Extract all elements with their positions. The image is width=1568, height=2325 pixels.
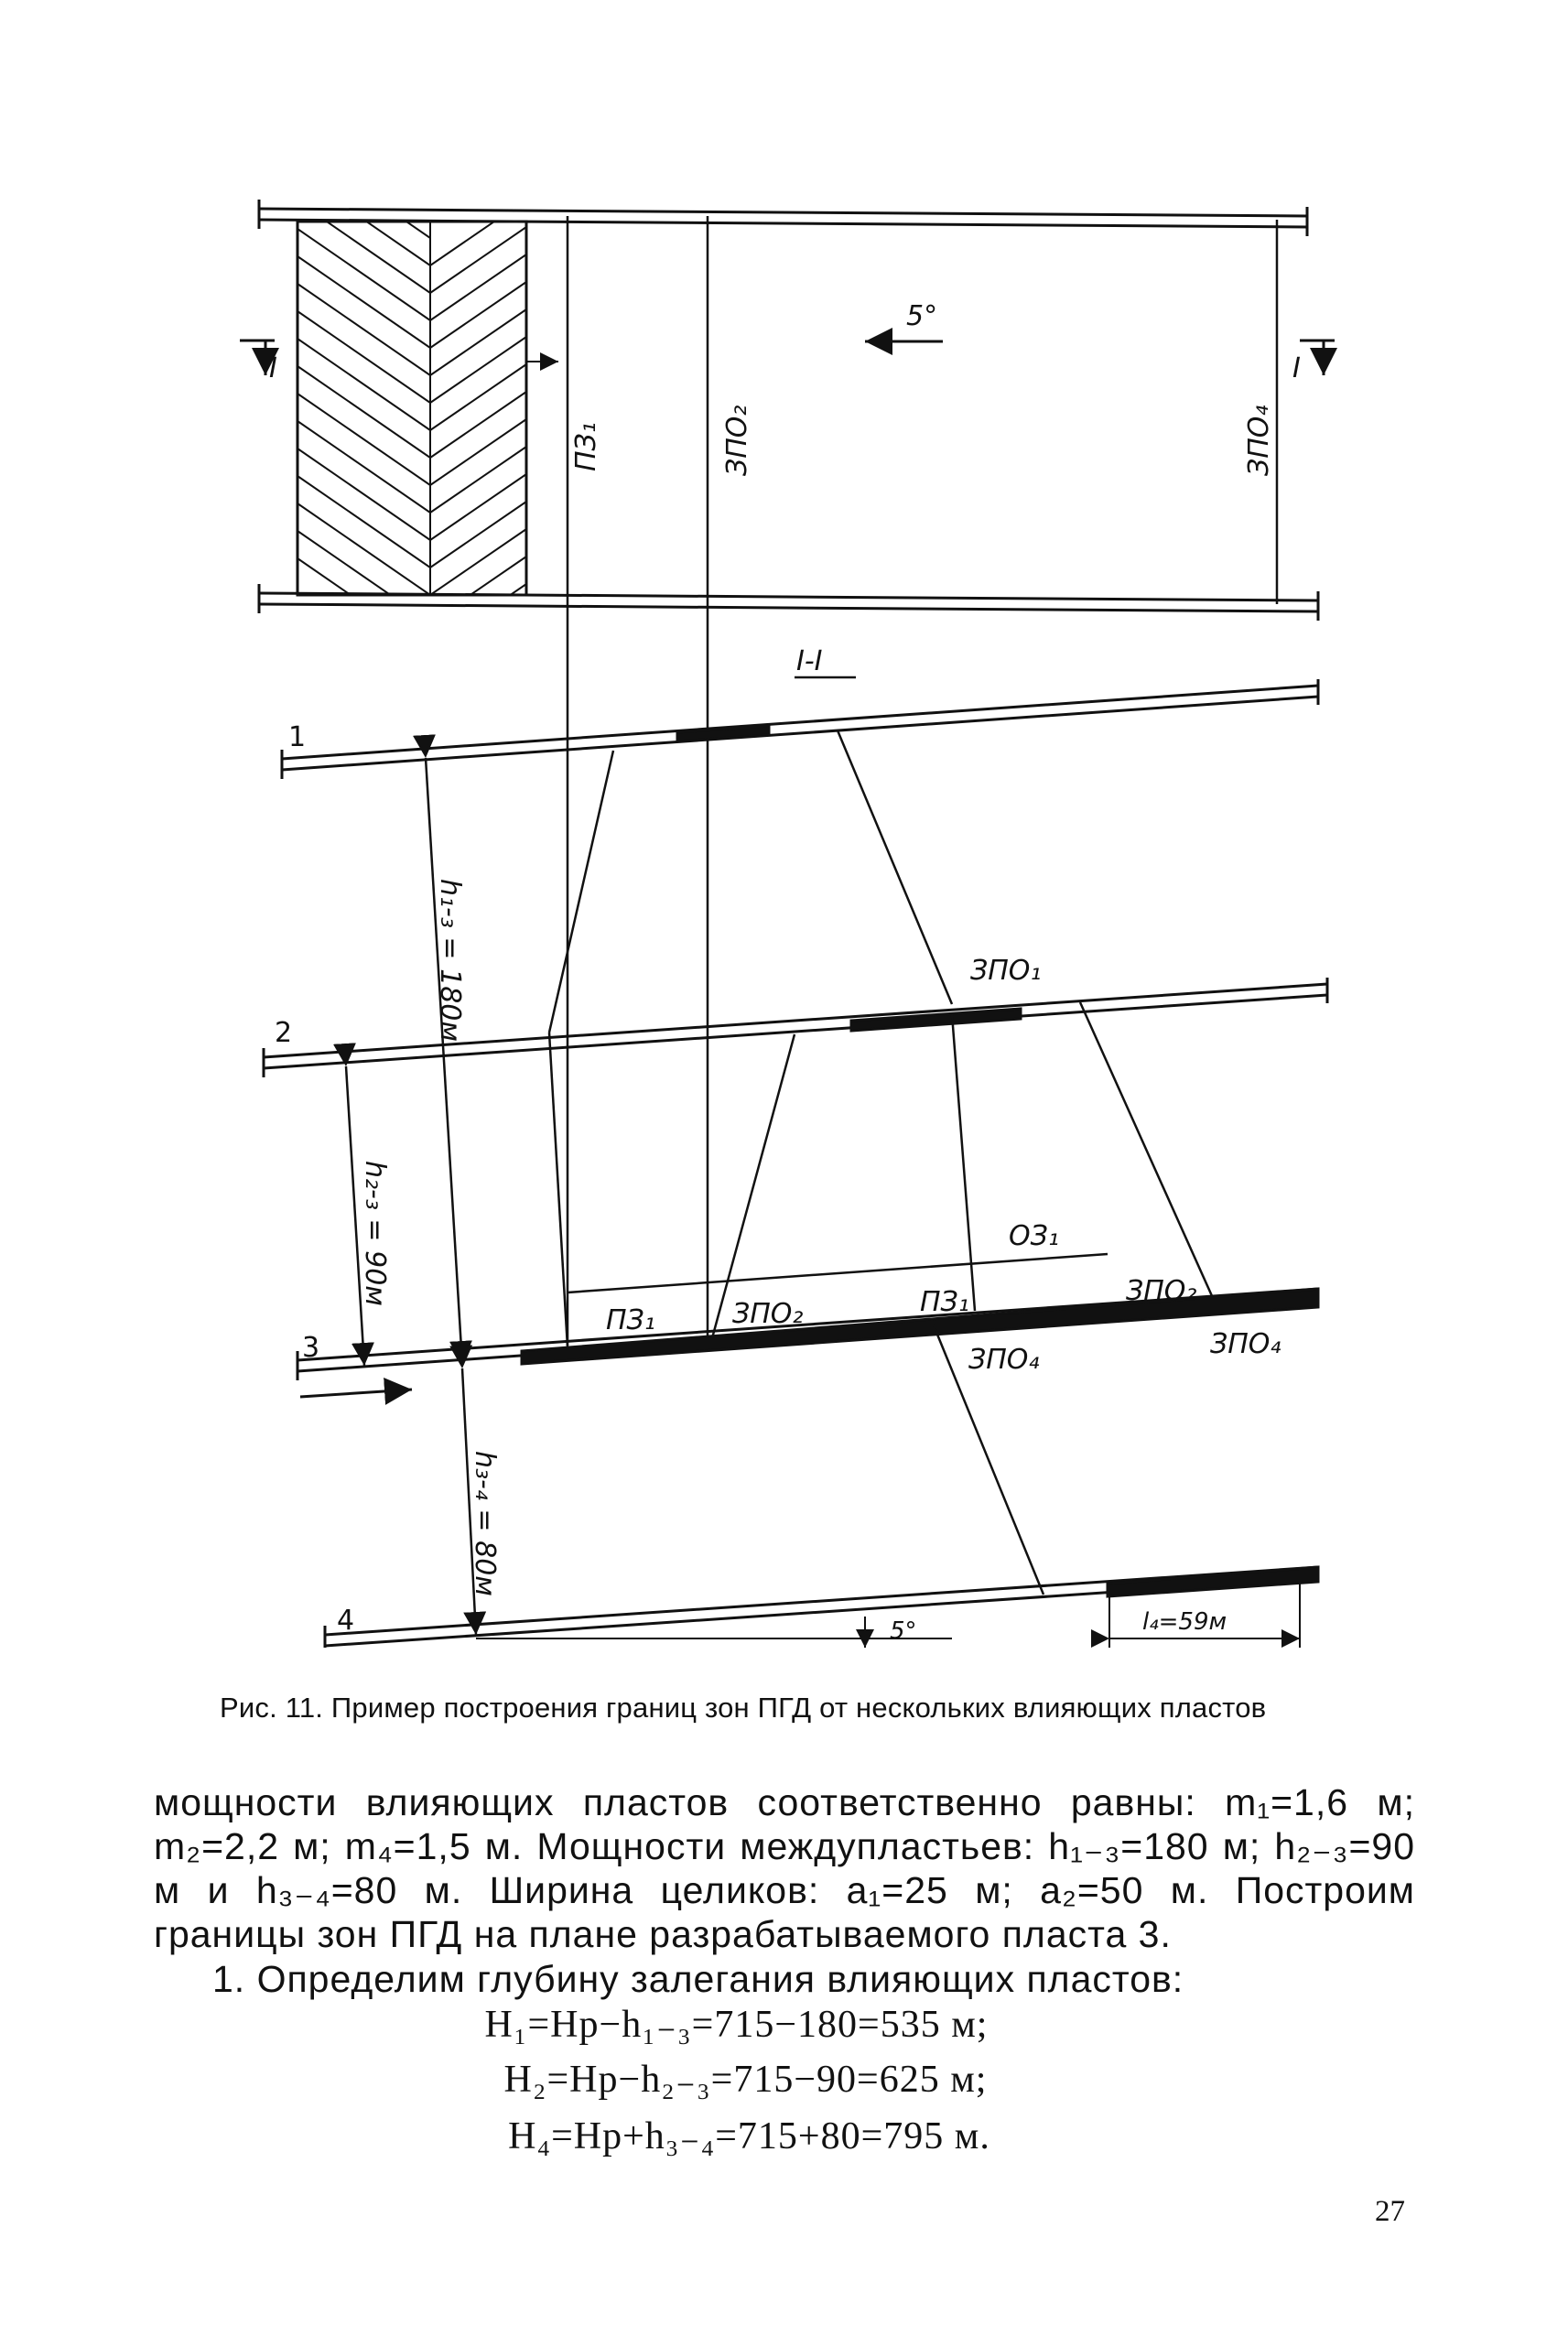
label-pz1-section: ПЗ₁ (606, 1304, 655, 1336)
section-labels (275, 721, 1281, 1645)
label-h13: h₁-₃ = 180м (434, 879, 466, 1042)
section-title (795, 645, 856, 677)
angle-label: 5° (906, 300, 938, 332)
label-h23: h₂-₃ = 90м (359, 1161, 391, 1306)
formula-h2: H₂=Hр−h₂₋₃=715−90=625 м; (503, 2059, 988, 2101)
label-h34: h₃-₄ = 80м (469, 1451, 501, 1596)
label-zpo1: ЗПО₁ (970, 955, 1042, 987)
formula-h4: H₄=Hр+h₃₋₄=715+80=795 м. (508, 2115, 990, 2157)
figure-caption: Рис. 11. Пример построения границ зон ПГД от нескольких влияющих пластов (220, 1692, 1267, 1724)
seam-number-3: 3 (302, 1332, 320, 1364)
step-1: 1. Определим глубину залегания влияющих пластов: (212, 1958, 1184, 2000)
label-oz1: ОЗ₁ (1009, 1220, 1059, 1252)
label-zpo4-plan: ЗПО₄ (1243, 405, 1275, 476)
label-pz1-plan: ПЗ₁ (570, 422, 602, 471)
formula-h1: H₁=Hр−h₁₋₃=715−180=535 м; (484, 2004, 989, 2046)
label-pz1-section-2: ПЗ₁ (920, 1286, 969, 1318)
page-number: 27 (1375, 2195, 1405, 2228)
section-mark-right: I (1292, 352, 1301, 384)
seam-number-2: 2 (275, 1017, 293, 1049)
seam-number-4: 4 (337, 1605, 355, 1637)
seam-number-1: 1 (288, 721, 307, 753)
label-zpo2-section: ЗПО₂ (732, 1298, 804, 1330)
section-mark-left: I (269, 352, 277, 384)
seams (264, 679, 1327, 1648)
plan-labels (269, 300, 1301, 476)
body-paragraph: мощности влияющих пластов соответственно равны: m₁=1,6 м; m₂=2,2 м; m₄=1,5 м. Мощности междупластьев: h₁₋₃=180 м; h₂₋₃=90 м и h₃₋₄=80 м. Ширина целиков: a₁=25 м; a₂=50 м. Построим границы зон ПГД на плане разрабатываемого пласта 3. (154, 1781, 1415, 1955)
label-zpo2-plan: ЗПО₂ (721, 405, 753, 476)
seam-2 (264, 978, 1327, 1077)
svg-text:I-I: I-I (796, 645, 823, 677)
seam-1 (282, 679, 1318, 779)
label-angle-5: 5° (890, 1617, 917, 1645)
plan-view (240, 146, 1335, 1346)
label-zpo2-section-2: ЗПО₂ (1126, 1275, 1197, 1307)
label-zpo4-section-2: ЗПО₄ (1210, 1328, 1281, 1360)
label-zpo4-section: ЗПО₄ (968, 1344, 1040, 1376)
hatch-right (430, 200, 526, 650)
label-l4: l₄=59м (1142, 1608, 1227, 1636)
